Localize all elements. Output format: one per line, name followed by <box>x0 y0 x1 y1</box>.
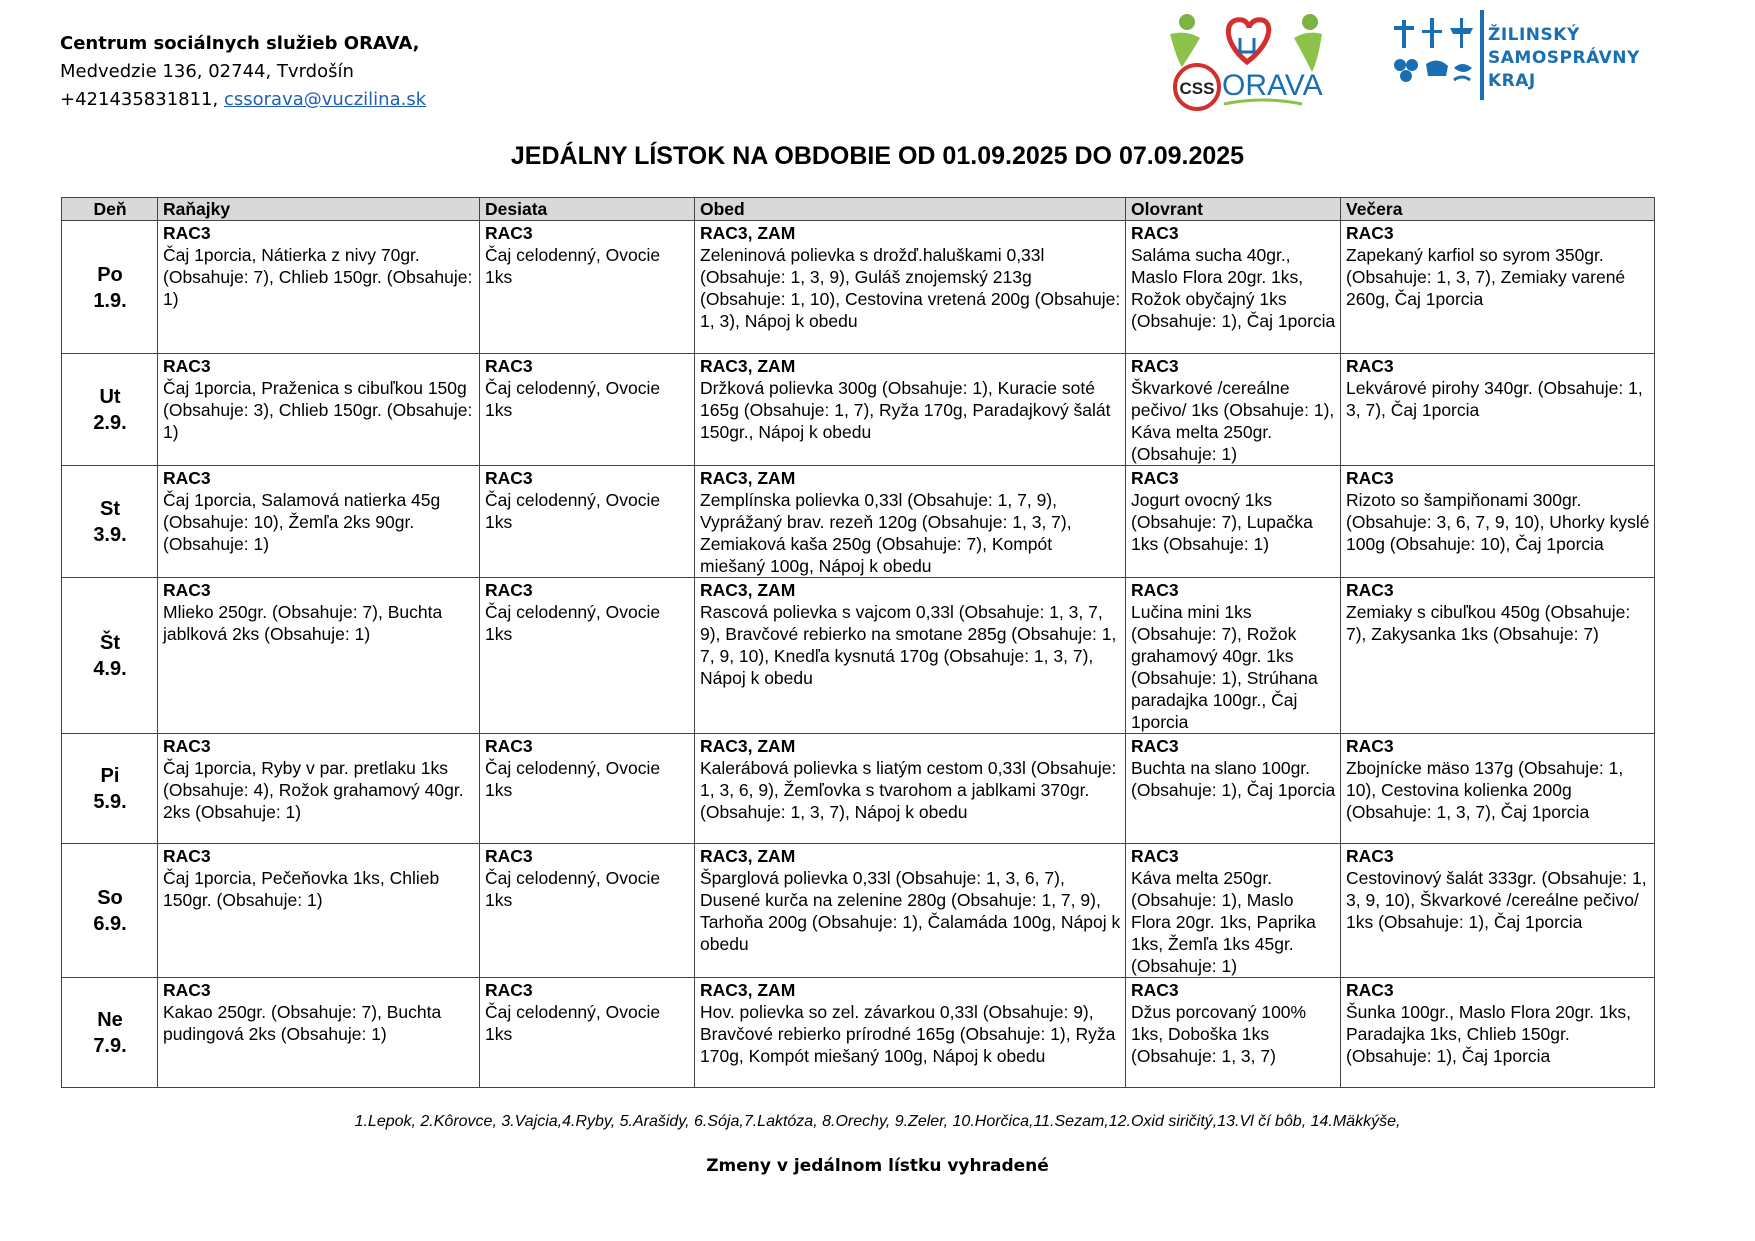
meal-text: Čaj celodenný, Ovocie 1ks <box>485 758 661 800</box>
meal-cell <box>695 978 1126 1088</box>
meal-text: Zeleninová polievka s drožď.haluškami 0,33l (Obsahuje: 1, 3, 9), Guláš znojemský 213g (Obsahuje: 1, 10), Cestovina vretená 200g (Obsahuje: 1, 3), Nápoj k obedu <box>700 245 1121 331</box>
meal-cell <box>695 221 1126 354</box>
meal-cell <box>158 354 480 466</box>
meal-cell <box>480 354 695 466</box>
day-date: 7.9. <box>93 1035 127 1057</box>
day-date: 5.9. <box>93 791 127 813</box>
meal-text: Čaj 1porcia, Pečeňovka 1ks, Chlieb 150gr. (Obsahuje: 1) <box>163 868 440 910</box>
diet-tag: RAC3 <box>1131 980 1179 1000</box>
diet-tag: RAC3, ZAM <box>700 468 796 488</box>
meal-cell <box>1341 466 1655 578</box>
meal-text: Držková polievka 300g (Obsahuje: 1), Kuracie soté 165g (Obsahuje: 1, 7), Ryža 170g, Paradajkový šalát 150gr., Nápoj k obedu <box>700 378 1111 442</box>
meal-text: Zemiaky s cibuľkou 450g (Obsahuje: 7), Zakysanka 1ks (Obsahuje: 7) <box>1346 602 1631 644</box>
org-phone: +421435831811, <box>60 89 219 110</box>
meal-cell <box>158 578 480 734</box>
zsk-line1: ŽILINSKÝ <box>1488 25 1580 45</box>
meal-cell <box>1126 978 1341 1088</box>
diet-tag: RAC3 <box>485 980 533 1000</box>
diet-tag: RAC3 <box>1346 846 1394 866</box>
meal-text: Cestovinový šalát 333gr. (Obsahuje: 1, 3, 9, 10), Škvarkové /cereálne pečivo/ 1ks (Obsahuje: 1), Čaj 1porcia <box>1346 868 1647 932</box>
day-date: 1.9. <box>93 289 127 312</box>
meal-cell <box>1126 221 1341 354</box>
meal-text: Čaj 1porcia, Ryby v par. pretlaku 1ks (Obsahuje: 4), Rožok grahamový 40gr. 2ks (Obsahuje: 1) <box>163 758 464 822</box>
day-name: Po <box>97 263 123 286</box>
day-name: Ut <box>99 386 121 408</box>
logo-css-text: CSS <box>1179 79 1215 98</box>
meal-text: Hov. polievka so zel. závarkou 0,33l (Obsahuje: 9), Bravčové rebierko prírodné 165g (Obsahuje: 1), Ryža 170g, Kompót miešaný 100g, Nápoj k obedu <box>700 1002 1116 1066</box>
day-name: Ne <box>97 1009 123 1031</box>
meal-cell <box>1341 221 1655 354</box>
allergen-legend: 1.Lepok, 2.Kôrovce, 3.Vajcia,4.Ryby, 5.Arašidy, 6.Sója,7.Laktóza, 8.Orechy, 9.Zeler, 10.Horčica,11.Sezam,12.Oxid siričitý,13.Vl čí bôb, 14.Mäkkýše, <box>354 1113 1401 1130</box>
meal-cell <box>695 734 1126 844</box>
diet-tag: RAC3 <box>485 468 533 488</box>
menu-table <box>61 197 1655 1088</box>
diet-tag: RAC3 <box>163 468 211 488</box>
day-date: 3.9. <box>93 524 127 546</box>
table-header-row <box>62 198 1655 221</box>
meal-cell <box>1126 734 1341 844</box>
meal-text: Mlieko 250gr. (Obsahuje: 7), Buchta jablková 2ks (Obsahuje: 1) <box>163 602 443 644</box>
diet-tag: RAC3 <box>1131 468 1179 488</box>
meal-text: Šunka 100gr., Maslo Flora 20gr. 1ks, Paradajka 1ks, Chlieb 150gr. (Obsahuje: 1), Čaj 1porcia <box>1346 1002 1632 1066</box>
zsk-line3: KRAJ <box>1488 71 1536 91</box>
column-header: Olovrant <box>1126 198 1341 221</box>
organization-info <box>60 30 426 114</box>
diet-tag: RAC3 <box>1346 223 1394 243</box>
day-date: 4.9. <box>93 658 127 680</box>
day-cell <box>62 221 158 354</box>
meal-cell <box>1341 578 1655 734</box>
org-email-link[interactable]: cssorava@vuczilina.sk <box>223 89 427 110</box>
diet-tag: RAC3 <box>1131 736 1179 756</box>
diet-tag: RAC3, ZAM <box>700 846 796 866</box>
column-header: Deň <box>62 198 158 221</box>
meal-text: Káva melta 250gr. (Obsahuje: 1), Maslo Flora 20gr. 1ks, Paprika 1ks, Žemľa 1ks 45gr. (Obsahuje: 1) <box>1131 868 1316 976</box>
meal-cell <box>480 978 695 1088</box>
day-cell <box>62 466 158 578</box>
table-row <box>62 221 1655 354</box>
meal-text: Čaj celodenný, Ovocie 1ks <box>485 378 661 420</box>
org-address: Medvedzie 136, 02744, Tvrdošín <box>60 61 354 82</box>
diet-tag: RAC3 <box>1346 356 1394 376</box>
meal-cell <box>480 734 695 844</box>
table-row <box>62 844 1655 978</box>
meal-text: Šparglová polievka 0,33l (Obsahuje: 1, 3, 6, 7), Dusené kurča na zelenine 280g (Obsahuje: 1, 7, 9), Tarhoňa 200g (Obsahuje: 1), Čalamáda 100g, Nápoj k obedu <box>700 868 1121 954</box>
diet-tag: RAC3 <box>1346 580 1394 600</box>
meal-cell <box>695 466 1126 578</box>
table-row <box>62 466 1655 578</box>
meal-cell <box>158 844 480 978</box>
meal-cell <box>1126 844 1341 978</box>
meal-text: Čaj celodenný, Ovocie 1ks <box>485 602 661 644</box>
diet-tag: RAC3 <box>1131 846 1179 866</box>
day-name: Pi <box>100 765 120 787</box>
meal-cell <box>1126 466 1341 578</box>
meal-text: Saláma sucha 40gr., Maslo Flora 20gr. 1ks, Rožok obyčajný 1ks (Obsahuje: 1), Čaj 1porcia <box>1131 245 1336 331</box>
day-cell <box>62 844 158 978</box>
diet-tag: RAC3 <box>485 580 533 600</box>
diet-tag: RAC3, ZAM <box>700 223 796 243</box>
diet-tag: RAC3 <box>1346 736 1394 756</box>
meal-text: Čaj 1porcia, Nátierka z nivy 70gr. (Obsahuje: 7), Chlieb 150gr. (Obsahuje: 1) <box>163 245 473 309</box>
org-contact <box>60 86 426 114</box>
diet-tag: RAC3 <box>485 223 533 243</box>
day-cell <box>62 978 158 1088</box>
column-header: Večera <box>1341 198 1655 221</box>
meal-text: Škvarkové /cereálne pečivo/ 1ks (Obsahuje: 1), Káva melta 250gr. (Obsahuje: 1) <box>1131 378 1335 464</box>
diet-tag: RAC3 <box>163 736 211 756</box>
meal-cell <box>1341 978 1655 1088</box>
meal-text: Čaj celodenný, Ovocie 1ks <box>485 868 661 910</box>
day-name: Št <box>100 632 120 654</box>
table-row <box>62 978 1655 1088</box>
meal-text: Jogurt ovocný 1ks (Obsahuje: 7), Lupačka 1ks (Obsahuje: 1) <box>1131 490 1313 554</box>
meal-cell <box>480 221 695 354</box>
column-header: Desiata <box>480 198 695 221</box>
diet-tag: RAC3 <box>485 846 533 866</box>
menu-note: Zmeny v jedálnom lístku vyhradené <box>706 1156 1049 1176</box>
meal-cell <box>1341 734 1655 844</box>
column-header: Raňajky <box>158 198 480 221</box>
page-title: JEDÁLNY LÍSTOK NA OBDOBIE OD 01.09.2025 DO 07.09.2025 <box>510 142 1245 170</box>
day-date: 6.9. <box>93 913 127 935</box>
meal-cell <box>480 844 695 978</box>
meal-cell <box>695 578 1126 734</box>
logo-orava-text: ORAVA <box>1222 69 1323 102</box>
meal-text: Čaj celodenný, Ovocie 1ks <box>485 1002 661 1044</box>
meal-text: Lekvárové pirohy 340gr. (Obsahuje: 1, 3, 7), Čaj 1porcia <box>1346 378 1643 420</box>
meal-text: Zbojnícke mäso 137g (Obsahuje: 1, 10), Cestovina kolienka 200g (Obsahuje: 1, 3, 7), Čaj 1porcia <box>1346 758 1624 822</box>
diet-tag: RAC3 <box>163 980 211 1000</box>
diet-tag: RAC3 <box>1131 580 1179 600</box>
meal-text: Kalerábová polievka s liatým cestom 0,33l (Obsahuje: 1, 3, 6, 9), Žemľovka s tvarohom a jablkami 370gr. (Obsahuje: 1, 3, 7), Nápoj k obedu <box>700 758 1117 822</box>
zilinsky-kraj-logo <box>1390 10 1650 112</box>
day-name: St <box>100 498 120 520</box>
meal-cell <box>480 466 695 578</box>
meal-text: Čaj 1porcia, Salamová natierka 45g (Obsahuje: 10), Žemľa 2ks 90gr. (Obsahuje: 1) <box>163 490 441 554</box>
diet-tag: RAC3, ZAM <box>700 736 796 756</box>
meal-text: Čaj 1porcia, Praženica s cibuľkou 150g (Obsahuje: 3), Chlieb 150gr. (Obsahuje: 1) <box>163 378 473 442</box>
diet-tag: RAC3 <box>1131 223 1179 243</box>
day-cell <box>62 734 158 844</box>
diet-tag: RAC3 <box>163 223 211 243</box>
meal-cell <box>158 734 480 844</box>
table-row <box>62 734 1655 844</box>
table-row <box>62 354 1655 466</box>
diet-tag: RAC3, ZAM <box>700 580 796 600</box>
meal-cell <box>158 466 480 578</box>
day-cell <box>62 354 158 466</box>
meal-cell <box>158 221 480 354</box>
meal-text: Lučina mini 1ks (Obsahuje: 7), Rožok grahamový 40gr. 1ks (Obsahuje: 1), Strúhana paradajka 100gr., Čaj 1porcia <box>1131 602 1318 732</box>
diet-tag: RAC3 <box>1131 356 1179 376</box>
org-name: Centrum sociálnych služieb ORAVA, <box>60 33 420 54</box>
diet-tag: RAC3 <box>163 846 211 866</box>
meal-cell <box>1126 578 1341 734</box>
meal-text: Čaj celodenný, Ovocie 1ks <box>485 245 661 287</box>
meal-cell <box>158 978 480 1088</box>
zsk-line2: SAMOSPRÁVNY <box>1488 48 1640 68</box>
diet-tag: RAC3 <box>1346 468 1394 488</box>
meal-text: Zapekaný karfiol so syrom 350gr. (Obsahuje: 1, 3, 7), Zemiaky varené 260g, Čaj 1porcia <box>1346 245 1626 309</box>
diet-tag: RAC3 <box>485 736 533 756</box>
table-row <box>62 578 1655 734</box>
diet-tag: RAC3, ZAM <box>700 356 796 376</box>
meal-cell <box>695 354 1126 466</box>
day-date: 2.9. <box>93 412 127 434</box>
meal-text: Rizoto so šampiňonami 300gr. (Obsahuje: 3, 6, 7, 9, 10), Uhorky kyslé 100g (Obsahuje: 10), Čaj 1porcia <box>1346 490 1650 554</box>
day-cell <box>62 578 158 734</box>
meal-cell <box>1341 354 1655 466</box>
meal-text: Čaj celodenný, Ovocie 1ks <box>485 490 661 532</box>
meal-cell <box>480 578 695 734</box>
coat-of-arms-icon <box>1390 10 1485 100</box>
zsk-text <box>1488 24 1640 93</box>
meal-cell <box>695 844 1126 978</box>
day-name: So <box>97 887 123 909</box>
meal-text: Buchta na slano 100gr. (Obsahuje: 1), Čaj 1porcia <box>1131 758 1336 800</box>
diet-tag: RAC3 <box>1346 980 1394 1000</box>
meal-text: Kakao 250gr. (Obsahuje: 7), Buchta pudingová 2ks (Obsahuje: 1) <box>163 1002 442 1044</box>
diet-tag: RAC3 <box>485 356 533 376</box>
meal-text: Zemplínska polievka 0,33l (Obsahuje: 1, 7, 9), Vyprážaný brav. rezeň 120g (Obsahuje: 1, 3, 7), Zemiaková kaša 250g (Obsahuje: 7), Kompót miešaný 100g, Nápoj k obedu <box>700 490 1072 576</box>
meal-cell <box>1126 354 1341 466</box>
column-header: Obed <box>695 198 1126 221</box>
meal-cell <box>1341 844 1655 978</box>
diet-tag: RAC3 <box>163 356 211 376</box>
diet-tag: RAC3 <box>163 580 211 600</box>
meal-text: Rascová polievka s vajcom 0,33l (Obsahuje: 1, 3, 7, 9), Bravčové rebierko na smotane 285g (Obsahuje: 1, 7, 9, 10), Knedľa kysnutá 170g (Obsahuje: 1, 3, 7), Nápoj k obedu <box>700 602 1117 688</box>
meal-text: Džus porcovaný 100% 1ks, Doboška 1ks (Obsahuje: 1, 3, 7) <box>1131 1002 1307 1066</box>
css-orava-logo <box>1162 12 1332 112</box>
diet-tag: RAC3, ZAM <box>700 980 796 1000</box>
